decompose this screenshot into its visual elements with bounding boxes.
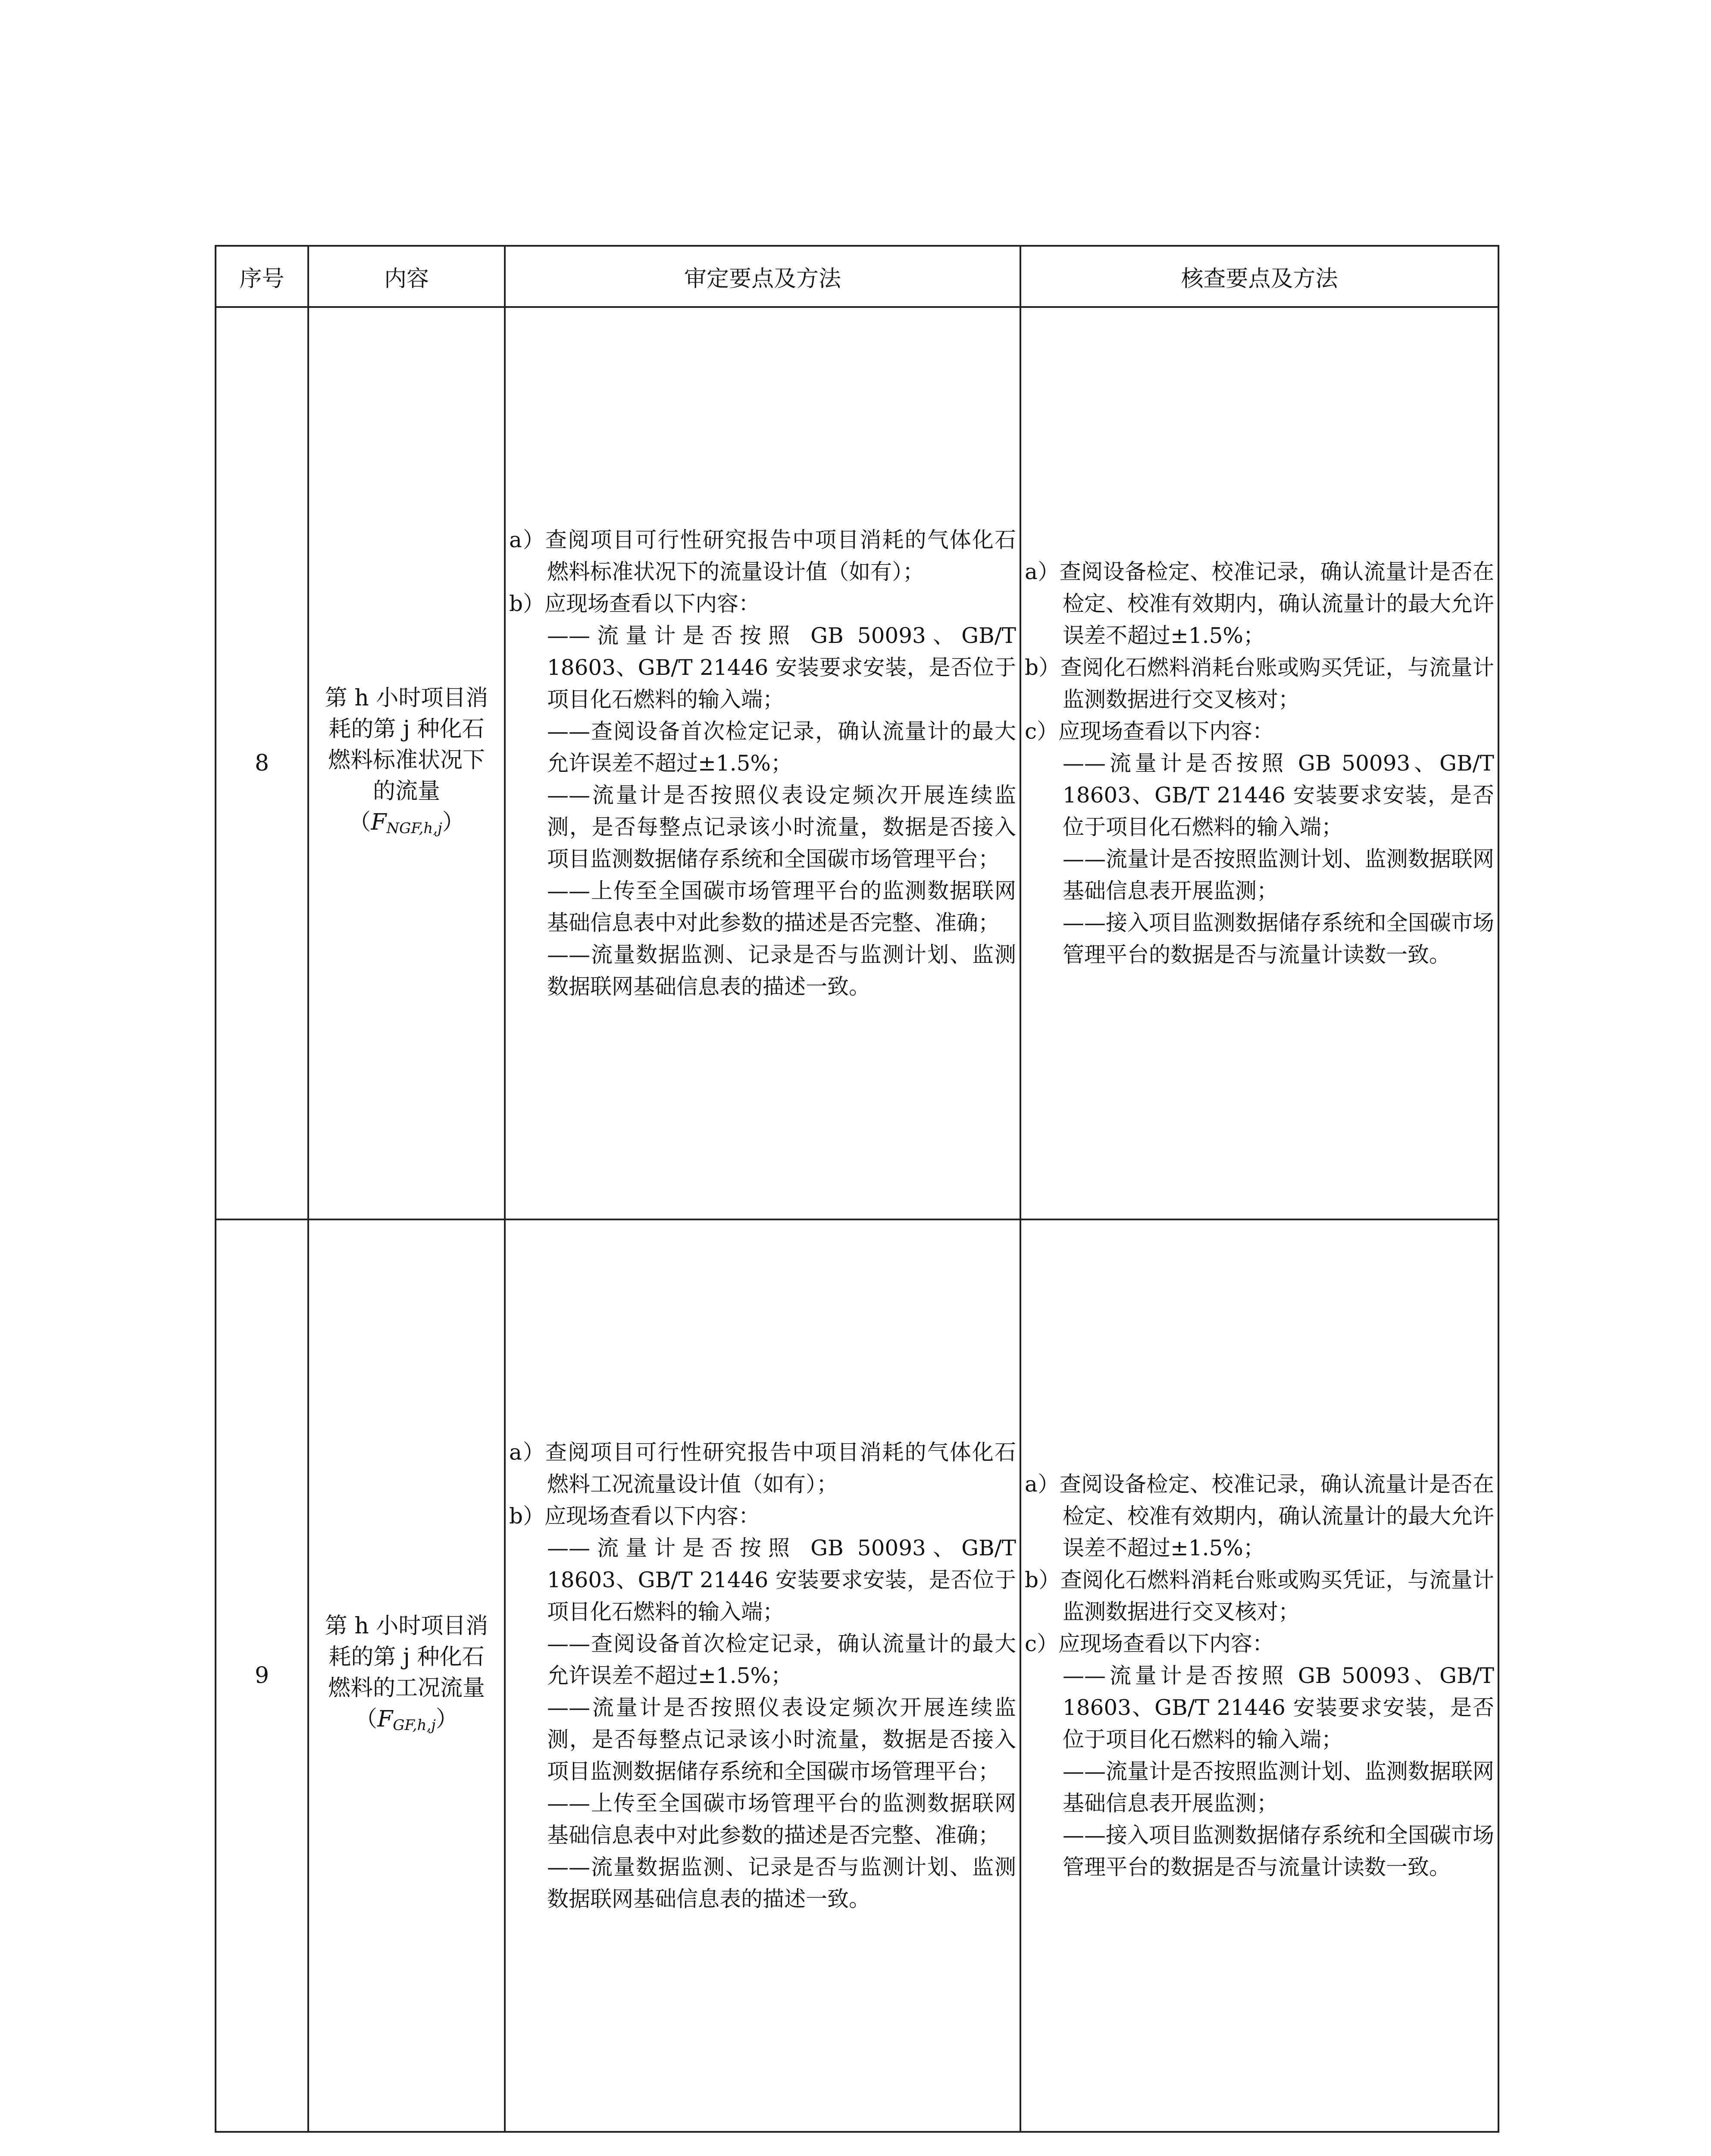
content-line: 第 h 小时项目消 — [325, 1613, 488, 1639]
list-item — [509, 1851, 1016, 1915]
item-text: ——接入项目监测数据储存系统和全国碳市场管理平台的数据是否与流量计读数一致。 — [1063, 1823, 1494, 1880]
content-line: 燃料标准状况下 — [328, 747, 485, 773]
item-text: ——流量计是否按照 GB 50093、GB/T 18603、GB/T 21446 安装要求安装，是否位于项目化石燃料的输入端； — [1063, 1663, 1494, 1752]
item-label: b） — [1025, 1567, 1060, 1592]
item-text: ——流量计是否按照仪表设定频次开展连续监测，是否每整点记录该小时流量，数据是否接入项目监测数据储存系统和全国碳市场管理平台； — [547, 783, 1016, 871]
item-text: ——流量计是否按照监测计划、监测数据联网基础信息表开展监测； — [1063, 1759, 1494, 1816]
content-line: 耗的第 j 种化石 — [328, 1644, 485, 1670]
item-label: b） — [1025, 655, 1060, 680]
item-text: 查阅项目可行性研究报告中项目消耗的气体化石燃料标准状况下的流量设计值（如有）； — [545, 527, 1017, 584]
table-row — [216, 1219, 1498, 2132]
list-item — [509, 1628, 1016, 1692]
item-text: 查阅设备检定、校准记录，确认流量计是否在检定、校准有效期内，确认流量计的最大允许误差不超过±1.5%； — [1059, 559, 1494, 648]
list-item — [1025, 556, 1494, 652]
list-item — [1025, 907, 1494, 971]
verify-method-cell — [1020, 1219, 1498, 2132]
item-text: 应现场查看以下内容： — [1058, 719, 1274, 744]
row-number: 8 — [216, 307, 308, 1219]
item-label: b） — [509, 591, 545, 616]
item-text: ——查阅设备首次检定记录，确认流量计的最大允许误差不超过±1.5%； — [547, 1631, 1016, 1688]
review-table — [215, 245, 1499, 2133]
list-item — [1025, 1660, 1494, 1755]
content-line: 燃料的工况流量 — [328, 1675, 485, 1701]
list-item — [509, 715, 1016, 779]
list-item — [509, 1787, 1016, 1851]
item-text: ——接入项目监测数据储存系统和全国碳市场管理平台的数据是否与流量计读数一致。 — [1063, 910, 1494, 967]
list-item — [1025, 652, 1494, 715]
list-item — [509, 779, 1016, 875]
list-item — [1025, 1564, 1494, 1628]
content-symbol: $(F_{GF,h,j})$ — [355, 1706, 458, 1734]
symbol-subscript: GF,h,j — [393, 1717, 436, 1734]
item-label: a） — [1025, 559, 1060, 584]
header-content: 内容 — [308, 246, 505, 307]
list-item — [1025, 843, 1494, 907]
item-text: ——流量计是否按照 GB 50093、GB/T 18603、GB/T 21446 安装要求安装，是否位于项目化石燃料的输入端； — [1063, 751, 1494, 840]
list-item — [1025, 1468, 1494, 1564]
item-text: ——流量计是否按照 GB 50093、GB/T 18603、GB/T 21446 安装要求安装，是否位于项目化石燃料的输入端； — [547, 1536, 1016, 1624]
header-verify-method: 核查要点及方法 — [1020, 246, 1498, 307]
list-item — [1025, 1819, 1494, 1883]
item-text: ——上传至全国碳市场管理平台的监测数据联网基础信息表中对此参数的描述是否完整、准确； — [547, 878, 1016, 935]
item-label: a） — [509, 527, 546, 552]
item-label: c） — [1025, 719, 1059, 744]
content-line: 的流量 — [372, 778, 440, 804]
header-review-method: 审定要点及方法 — [505, 246, 1020, 307]
table-header-row — [216, 246, 1498, 307]
item-label: a） — [1025, 1472, 1060, 1497]
review-method-cell — [505, 1219, 1020, 2132]
item-text: 应现场查看以下内容： — [544, 1504, 760, 1529]
item-text: ——流量计是否按照仪表设定频次开展连续监测，是否每整点记录该小时流量，数据是否接入项目监测数据储存系统和全国碳市场管理平台； — [547, 1695, 1016, 1784]
item-text: 应现场查看以下内容： — [544, 591, 760, 616]
list-item — [509, 588, 1016, 620]
row-number: 9 — [216, 1219, 308, 2132]
list-item — [509, 1692, 1016, 1787]
item-text: ——流量计是否按照监测计划、监测数据联网基础信息表开展监测； — [1063, 846, 1494, 903]
table-row — [216, 307, 1498, 1219]
verify-method-cell — [1020, 307, 1498, 1219]
symbol-subscript: NGF,h,j — [386, 820, 442, 837]
item-text: ——流量数据监测、记录是否与监测计划、监测数据联网基础信息表的描述一致。 — [547, 1855, 1016, 1912]
item-text: 查阅项目可行性研究报告中项目消耗的气体化石燃料工况流量设计值（如有）； — [545, 1440, 1017, 1497]
review-method-cell — [505, 307, 1020, 1219]
item-text: ——上传至全国碳市场管理平台的监测数据联网基础信息表中对此参数的描述是否完整、准确； — [547, 1791, 1016, 1848]
item-text: 查阅化石燃料消耗台账或购买凭证，与流量计监测数据进行交叉核对； — [1060, 1567, 1495, 1624]
list-item — [1025, 1628, 1494, 1660]
list-item — [1025, 715, 1494, 747]
item-text: ——查阅设备首次检定记录，确认流量计的最大允许误差不超过±1.5%； — [547, 719, 1016, 776]
content-line: 耗的第 j 种化石 — [328, 716, 485, 742]
item-text: ——流量数据监测、记录是否与监测计划、监测数据联网基础信息表的描述一致。 — [547, 942, 1016, 999]
item-text: ——流量计是否按照 GB 50093、GB/T 18603、GB/T 21446 安装要求安装，是否位于项目化石燃料的输入端； — [547, 623, 1016, 712]
list-item — [509, 620, 1016, 715]
item-text: 应现场查看以下内容： — [1058, 1631, 1274, 1656]
list-item — [509, 1500, 1016, 1532]
list-item — [1025, 747, 1494, 843]
list-item — [1025, 1755, 1494, 1819]
item-label: b） — [509, 1504, 545, 1529]
header-index: 序号 — [216, 246, 308, 307]
symbol-letter: F — [377, 1706, 393, 1732]
content-line: 第 h 小时项目消 — [325, 685, 488, 711]
list-item — [509, 524, 1016, 588]
row-content — [308, 1219, 505, 2132]
list-item — [509, 1436, 1016, 1500]
list-item — [509, 939, 1016, 1003]
list-item — [509, 875, 1016, 939]
symbol-letter: F — [371, 809, 387, 835]
list-item — [509, 1532, 1016, 1628]
item-text: 查阅化石燃料消耗台账或购买凭证，与流量计监测数据进行交叉核对； — [1060, 655, 1495, 712]
row-content — [308, 307, 505, 1219]
item-label: c） — [1025, 1631, 1059, 1656]
content-symbol: $(F_{NGF,h,j})$ — [348, 809, 465, 837]
item-label: a） — [509, 1440, 546, 1465]
item-text: 查阅设备检定、校准记录，确认流量计是否在检定、校准有效期内，确认流量计的最大允许误差不超过±1.5%； — [1059, 1472, 1494, 1561]
